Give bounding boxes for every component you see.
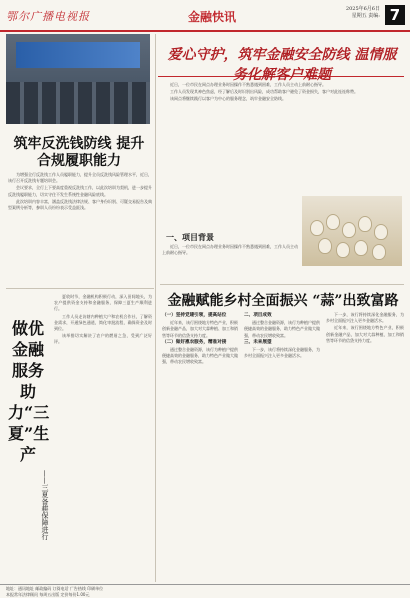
page-number: 7 <box>385 5 405 25</box>
paragraph: 通过整合金融资源，该行为种植户提供便捷高效的金融服务，助力特色产业做大做强，带动农民增收致富。 <box>162 347 238 365</box>
masthead: 鄂尔广播电视报 <box>6 10 90 23</box>
article-a-body <box>8 172 152 284</box>
paragraph: 通过整合金融资源，该行为种植户提供便捷高效的金融服务，助力特色产业做大做强，带动农民增收致富。 <box>244 320 320 338</box>
article-d-title <box>8 318 48 465</box>
article-a-title: 筑牢反洗钱防线 提升合规履职能力 <box>13 136 145 169</box>
date-line: 2025年6月6日 <box>345 6 380 12</box>
section-heading: （二）做好惠农服务，精准对接 <box>162 339 227 345</box>
section-heading: 二、项目成效 <box>244 313 272 318</box>
article-c-col-3 <box>326 312 404 578</box>
paragraph: 下一步，该行将持续深化金融服务，为乡村全面振兴注入更多金融活水。 <box>244 347 320 359</box>
paragraph: 近日，一位市民在网点办理业务时因操作不熟悉遇到困难，工作人员主动上前耐心指导。 <box>162 244 298 256</box>
paragraph: 为增强全行反洗钱工作人员履职能力，提升全员反洗钱风险管理水平，近日，该行召开反洗钱专题培训会。 <box>8 172 152 184</box>
section-divider <box>160 284 404 285</box>
article-b-body-continued <box>162 244 298 284</box>
paragraph: 夏收时节，金融机构积极行动，深入田间地头，为农户提供资金支持和金融服务，保障三夏生产顺利进行。 <box>54 294 152 312</box>
section-divider <box>6 288 154 289</box>
banner-title: 爱心守护，筑牢金融安全防线 温情服务化解客户难题 <box>167 47 397 83</box>
meeting-photo <box>6 34 150 124</box>
page-footer <box>0 584 410 598</box>
paragraph: 该网点将继续践行以客户为中心的服务理念，筑牢金融安全防线。 <box>170 96 286 102</box>
article-c-title: 金融赋能乡村全面振兴 “蒜”出致富路 <box>167 293 399 309</box>
paragraph: 下一步，该行将持续深化金融服务，为乡村全面振兴注入更多金融活水。 <box>326 312 404 324</box>
column-divider <box>155 34 156 582</box>
paragraph: 此次培训内容丰富，涵盖反洗钱法律法规、客户身份识别、可疑交易报告及典型案例分析等，参训人员纷纷表示受益匪浅。 <box>8 198 152 211</box>
footer-line: 本报常年法律顾问 每周五出版 定价每份1.00元 <box>6 592 90 597</box>
paragraph: 近年来，该行围绕地方特色产业，积极创新金融产品，加大对大蒜种植、加工和销售等环节的信贷支持力度。 <box>326 325 404 343</box>
date-block <box>322 6 380 20</box>
date-line: 星期五 责编: <box>351 13 380 19</box>
paragraph: 会议要求，全行上下要高度重视反洗钱工作，以此次培训为契机，进一步提升反洗钱履职能力，切实守住不发生系统性金融风险底线。 <box>8 185 152 197</box>
paragraph: 近年来，该行围绕地方特色产业，积极创新金融产品，加大对大蒜种植、加工和销售等环节的信贷支持力度。 <box>162 320 238 338</box>
projection-screen <box>16 42 140 68</box>
title-line: 助力“三夏”生产 <box>8 382 50 464</box>
paragraph: 该举措切实解决了农户的燃眉之急，受到广泛好评。 <box>54 333 152 345</box>
garlic-photo <box>302 196 402 266</box>
article-d-body <box>54 294 152 578</box>
paragraph: 工作人员走访辖内种植大户和农机合作社，了解资金需求，开通绿色通道，简化审批流程，确保资金及时到位。 <box>54 313 152 332</box>
title-line: 做优金融服务 <box>11 319 44 380</box>
footer-line: 地址：通讯地址 邮政编码 订阅电话 广告热线 印刷单位 <box>6 586 104 591</box>
article-b-subhead: 一、项目背景 <box>166 232 214 242</box>
article-c-col-2 <box>244 312 320 578</box>
paragraph: 近日，一位市民在网点办理业务时因操作不熟悉遇到困难，工作人员主动上前耐心指导。 <box>170 82 326 87</box>
section-heading: （一）坚持党建引领，提高站位 <box>162 313 227 318</box>
column-title: 金融快讯 <box>188 10 237 24</box>
paragraph: 工作人员发现其神色焦虑，经了解后及时识别出风险，成功帮助客户避免了资金损失，客户对此连连称赞。 <box>170 89 358 95</box>
article-c-col-1 <box>162 312 238 578</box>
section-heading: 三、未来展望 <box>244 339 272 345</box>
meeting-desks <box>6 82 150 124</box>
article-b-body <box>162 82 402 190</box>
article-d-subtitle: ——三夏备耕保障进行 <box>41 470 49 540</box>
